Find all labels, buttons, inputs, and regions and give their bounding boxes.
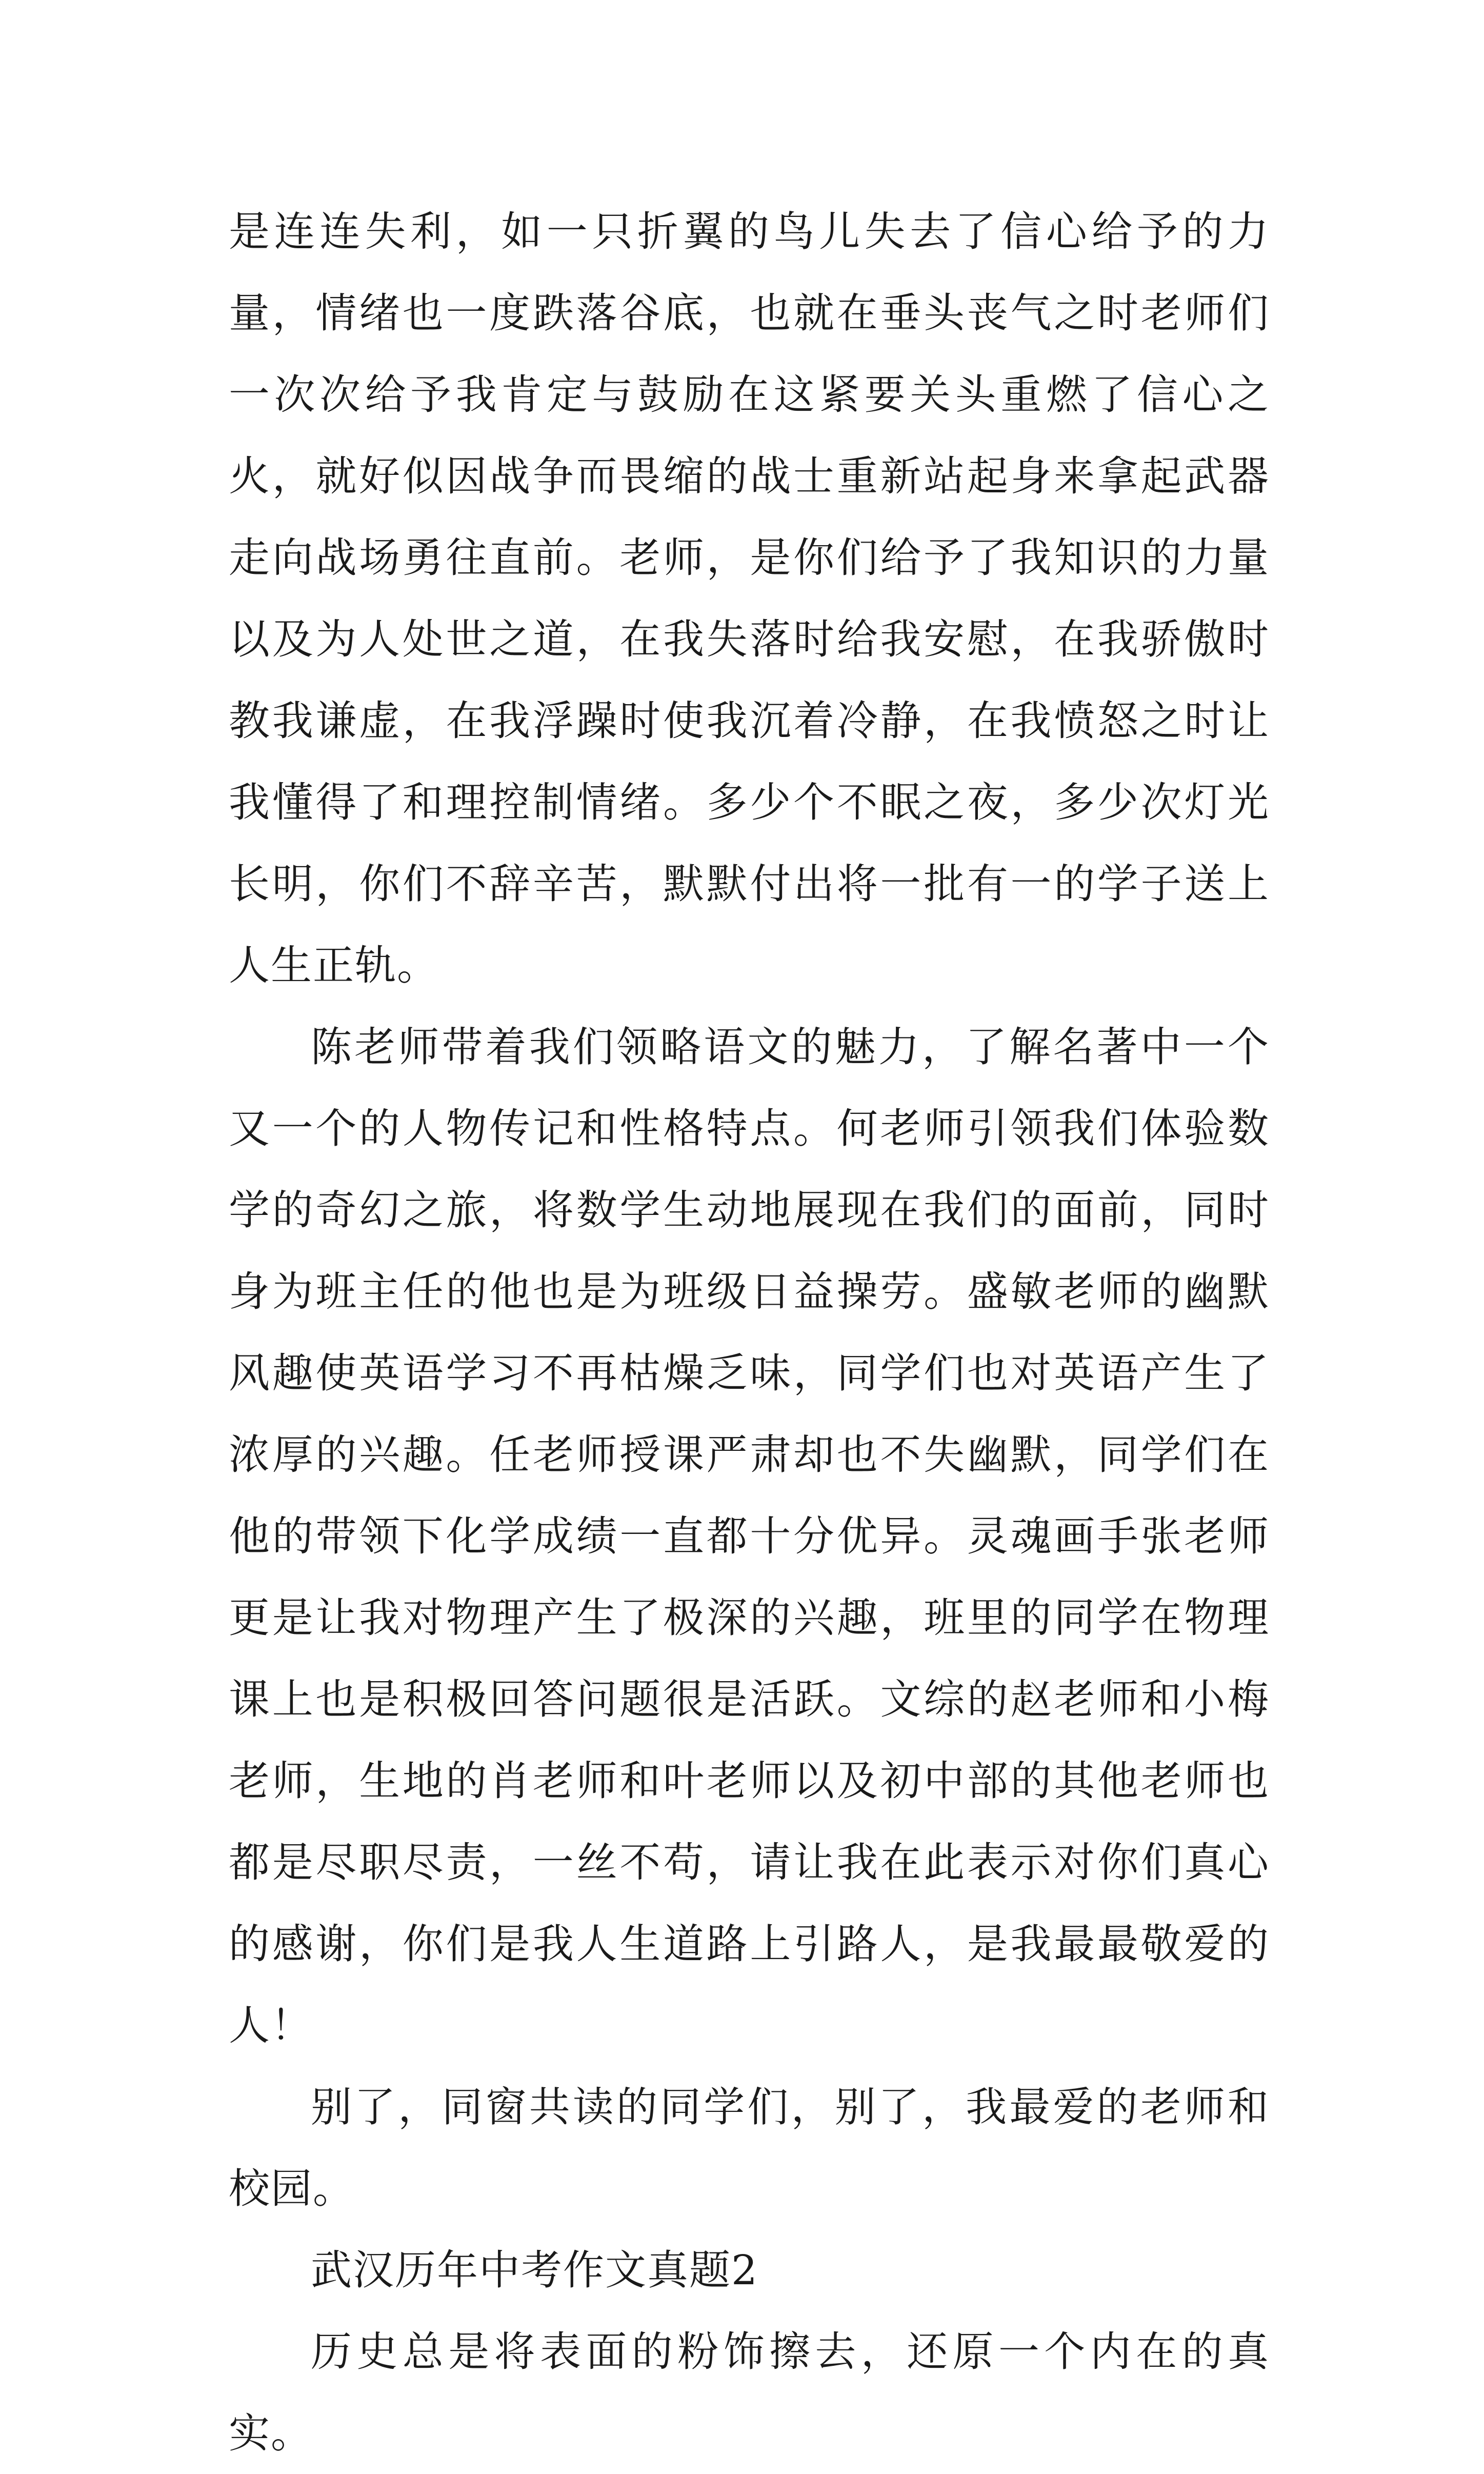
paragraph-history: 历史总是将表面的粉饰擦去，还原一个内在的真实。 (229, 2328, 1270, 2457)
document-body (229, 191, 1270, 2474)
section-heading: 武汉历年中考作文真题2 (311, 2246, 758, 2294)
paragraph-continuation: 是连连失利，如一只折翼的鸟儿失去了信心给予的力量，情绪也一度跌落谷底，也就在垂头丧气之时老师们一次次给予我肯定与鼓励在这紧要关头重燃了信心之火，就好似因战争而畏缩的战士重新站起身来拿起武器走向战场勇往直前。老师，是你们给予了我知识的力量以及为人处世之道，在我失落时给我安慰，在我骄傲时教我谦虚，在我浮躁时使我沉着冷静，在我愤怒之时让我懂得了和理控制情绪。多少个不眠之夜，多少次灯光长明，你们不辞辛苦，默默付出将一批有一的学子送上人生正轨。 (229, 208, 1270, 989)
paragraph-teachers: 陈老师带着我们领略语文的魅力，了解名著中一个又一个的人物传记和性格特点。何老师引领我们体验数学的奇幻之旅，将数学生动地展现在我们的面前，同时身为班主任的他也是为班级日益操劳。盛敏老师的幽默风趣使英语学习不再枯燥乏味，同学们也对英语产生了浓厚的兴趣。任老师授课严肃却也不失幽默，同学们在他的带领下化学成绩一直都十分优异。灵魂画手张老师更是让我对物理产生了极深的兴趣，班里的同学在物理课上也是积极回答问题很是活跃。文综的赵老师和小梅老师，生地的肖老师和叶老师以及初中部的其他老师也都是尽职尽责，一丝不苟，请让我在此表示对你们真心的感谢，你们是我人生道路上引路人，是我最最敬爱的人！ (229, 1023, 1270, 2049)
paragraph-farewell: 别了，同窗共读的同学们，别了，我最爱的老师和校园。 (229, 2083, 1270, 2212)
